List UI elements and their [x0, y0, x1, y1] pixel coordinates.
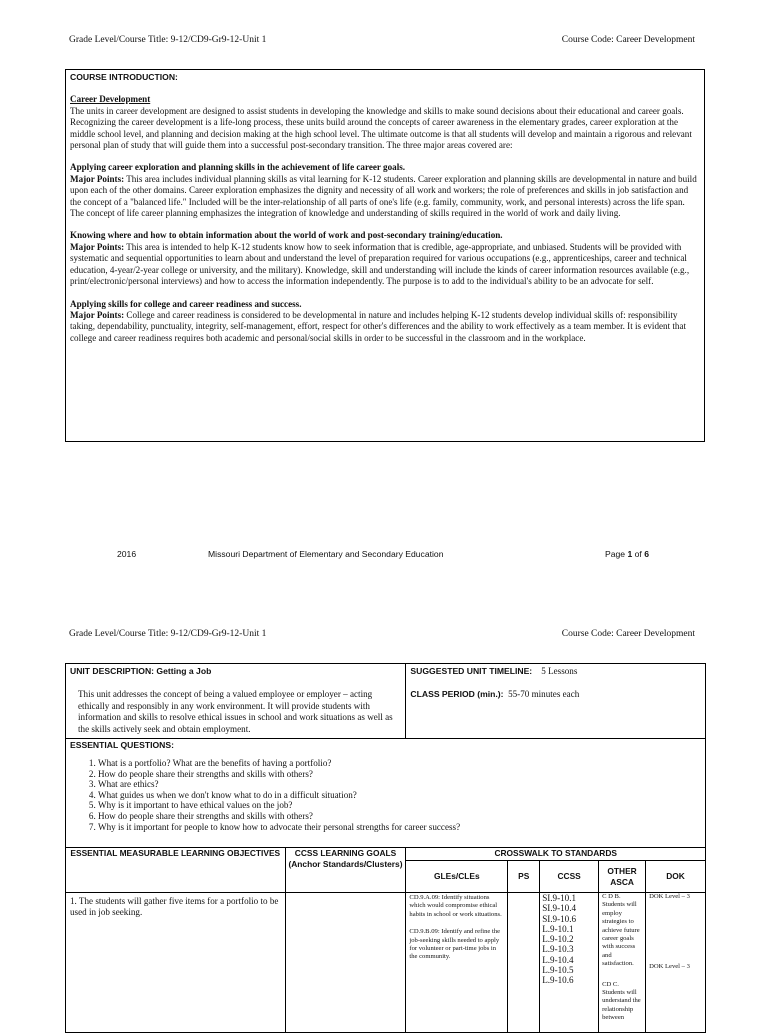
question-item: 5. Why is it important to have ethical values on the job?: [98, 800, 701, 811]
major-points-label: Major Points:: [70, 173, 125, 184]
area-3-title: Applying skills for college and career readiness and success.: [70, 298, 302, 309]
dok-level: DOK Level – 3: [649, 963, 690, 971]
course-introduction-heading: COURSE INTRODUCTION:: [70, 72, 178, 82]
page-2-header: [0, 629, 768, 643]
dok-level: DOK Level – 3: [649, 893, 690, 900]
timeline-value: 5 Lessons: [541, 666, 578, 676]
objectives-column-header: ESSENTIAL MEASURABLE LEARNING OBJECTIVES: [66, 848, 286, 893]
area-2-text: [70, 242, 700, 288]
footer-year: 2016: [117, 549, 137, 559]
ps-cell: [508, 893, 540, 1033]
ccss-code: L.9-10.3: [542, 944, 574, 955]
ccss-code: L.9-10.1: [542, 923, 574, 934]
ccss-column-header: CCSS: [540, 861, 599, 893]
grade-level-title: Grade Level/Course Title: 9-12/CD9-Gr9-12-Unit 1: [69, 35, 267, 45]
gles-cell: [406, 893, 508, 1033]
career-development-title: Career Development: [70, 94, 151, 105]
ccss-code: SI.9-10.4: [542, 903, 577, 914]
area-3-body: College and career readiness is considered to be developmental in nature and includes helping K-12 students develop individual skills of: responsibility taking, dependability, punctuality, integrity, self-management, effort, respect for other's differences and the ability to work effectively as a team member. It is evident that college and career readiness requires both academic and personal/social skills in order to be successful in the classroom and in the workplace.: [70, 309, 687, 343]
dok-cell: [646, 893, 706, 1033]
ccss-goal-cell: [285, 893, 406, 1033]
area-1-text: [70, 174, 700, 220]
other-asca-cell: [599, 893, 646, 1033]
gle-cd9a09: CD.9.A.09: Identify situations which would compromise ethical habits in school or work situations.: [409, 894, 502, 918]
page-footer: [0, 549, 768, 563]
ccss-goals-column-header: CCSS LEARNING GOALS (Anchor Standards/Clusters): [285, 848, 406, 893]
other-asca-column-header: OTHER ASCA: [599, 861, 646, 893]
objective-1: 1. The students will gather five items for a portfolio to be used in job seeking.: [70, 896, 279, 918]
ccss-code: L.9-10.2: [542, 934, 574, 945]
asca-cdc: CD C. Students will understand the relationship between: [602, 980, 641, 1022]
intro-paragraph: The units in career development are designed to assist students in developing the knowledge and skills to make sound decisions about their educational and career goals. Recognizing the career development is a life-long process, these units build around the concepts of career awareness in the elementary grades, career exploration at the middle school level, and planning and decision making at the high school level. The ultimate outcome is that all students will develop and maintain a rigorous and relevant personal plan of study that will guide them into a successful post-secondary transition. The three major areas covered are:: [70, 105, 692, 151]
page-total: 6: [644, 549, 649, 559]
area-1-title: Applying career exploration and planning skills in the achievement of life career goals.: [70, 162, 406, 173]
area-2-title: Knowing where and how to obtain information about the world of work and post-secondary training/education.: [70, 230, 503, 241]
page-prefix: Page: [605, 549, 628, 559]
gle-cd9b09: CD.9.B.09: Identify and refine the job-seeking skills needed to apply for volunteer or part-time jobs in the community.: [409, 928, 501, 961]
ccss-code: L.9-10.5: [542, 965, 574, 976]
essential-questions-list: [70, 758, 701, 832]
crosswalk-header: CROSSWALK TO STANDARDS: [406, 848, 706, 861]
area-2-body: This area is intended to help K-12 students know how to seek information that is credible, age-appropriate, and unbiased. Students will be provided with systematic and sequential opportunities to learn about and understand the level of preparation required for various occupations (e.g., apprenticeships, career and technical education, 4-year/2-year college or university, and the military). Knowledge, skill and understanding will include the kinds of career information resources available (e.g., print/electronic/personal interviews) and how to access the information independently. The purpose is to add to the individual's ability to be an advocate for self.: [70, 241, 690, 287]
question-item: 7. Why is it important for people to know how to advocate their personal strengths for career success?: [98, 822, 701, 833]
ccss-code: L.9-10.4: [542, 954, 574, 965]
essential-questions-cell: [66, 739, 706, 848]
dok-column-header: DOK: [646, 861, 706, 893]
unit-table: [65, 663, 706, 1033]
ccss-cell: [540, 893, 599, 1033]
ccss-code: L.9-10.6: [542, 975, 574, 986]
question-item: 6. How do people share their strengths and skills with others?: [98, 811, 701, 822]
ps-column-header: PS: [508, 861, 540, 893]
question-item: 1. What is a portfolio? What are the benefits of having a portfolio?: [98, 758, 701, 769]
footer-organization: Missouri Department of Elementary and Secondary Education: [208, 549, 444, 559]
page-header: [0, 35, 768, 49]
ccss-code: SI.9-10.1: [542, 893, 577, 903]
course-code: Course Code: Career Development: [561, 629, 695, 639]
course-code: Course Code: Career Development: [561, 35, 695, 45]
major-points-label: Major Points:: [70, 241, 125, 252]
unit-timeline-cell: [406, 664, 706, 739]
timeline-label: SUGGESTED UNIT TIMELINE:: [410, 666, 533, 676]
question-item: 2. How do people share their strengths and skills with others?: [98, 769, 701, 780]
asca-cdb: C D B. Students will employ strategies to achieve future career goals with success and satisfaction.: [602, 893, 640, 968]
class-period-value: 55-70 minutes each: [508, 689, 580, 700]
unit-description-cell: [66, 664, 406, 739]
unit-description-label: UNIT DESCRIPTION:: [70, 666, 155, 676]
unit-title: Getting a Job: [154, 666, 212, 676]
page-current: 1: [627, 549, 633, 559]
objective-cell: [66, 893, 286, 1033]
major-points-label: Major Points:: [70, 309, 125, 320]
course-introduction-box: [65, 69, 705, 442]
grade-level-title: Grade Level/Course Title: 9-12/CD9-Gr9-12-Unit 1: [69, 629, 267, 639]
question-item: 4. What guides us when we don't know what to do in a difficult situation?: [98, 790, 701, 801]
area-1-body: This area includes individual planning skills as vital learning for K-12 students. Career exploration and planning skills are developmental in nature and build upon each of the other domains. Career exploration emphasizes the dignity and necessity of all work and workers; the role of preferences and skills in job satisfaction and the concept of a "balanced life." Included will be the inter-relationship of all parts of one's life (e.g. family, community, work, and personal interests) across the life span. The concept of life career planning emphasizes the integration of knowledge and understanding of skills required in the world of work and daily living.: [70, 173, 697, 219]
gles-column-header: GLEs/CLEs: [406, 861, 508, 893]
class-period-label: CLASS PERIOD (min.):: [410, 689, 504, 700]
question-item: 3. What are ethics?: [98, 779, 701, 790]
ccss-code: SI.9-10.6: [542, 913, 577, 924]
page-of: of: [632, 549, 645, 559]
unit-description-text: This unit addresses the concept of being a valued employee or employer – acting ethically and responsibly in any work environment. It will provide students with information and skills to resolve ethical issues in school and work situations as well as the skills actively seek and obtain employment.: [78, 689, 393, 734]
area-3-text: [70, 310, 700, 344]
essential-questions-label: ESSENTIAL QUESTIONS:: [70, 740, 174, 750]
page-number: [605, 549, 649, 559]
